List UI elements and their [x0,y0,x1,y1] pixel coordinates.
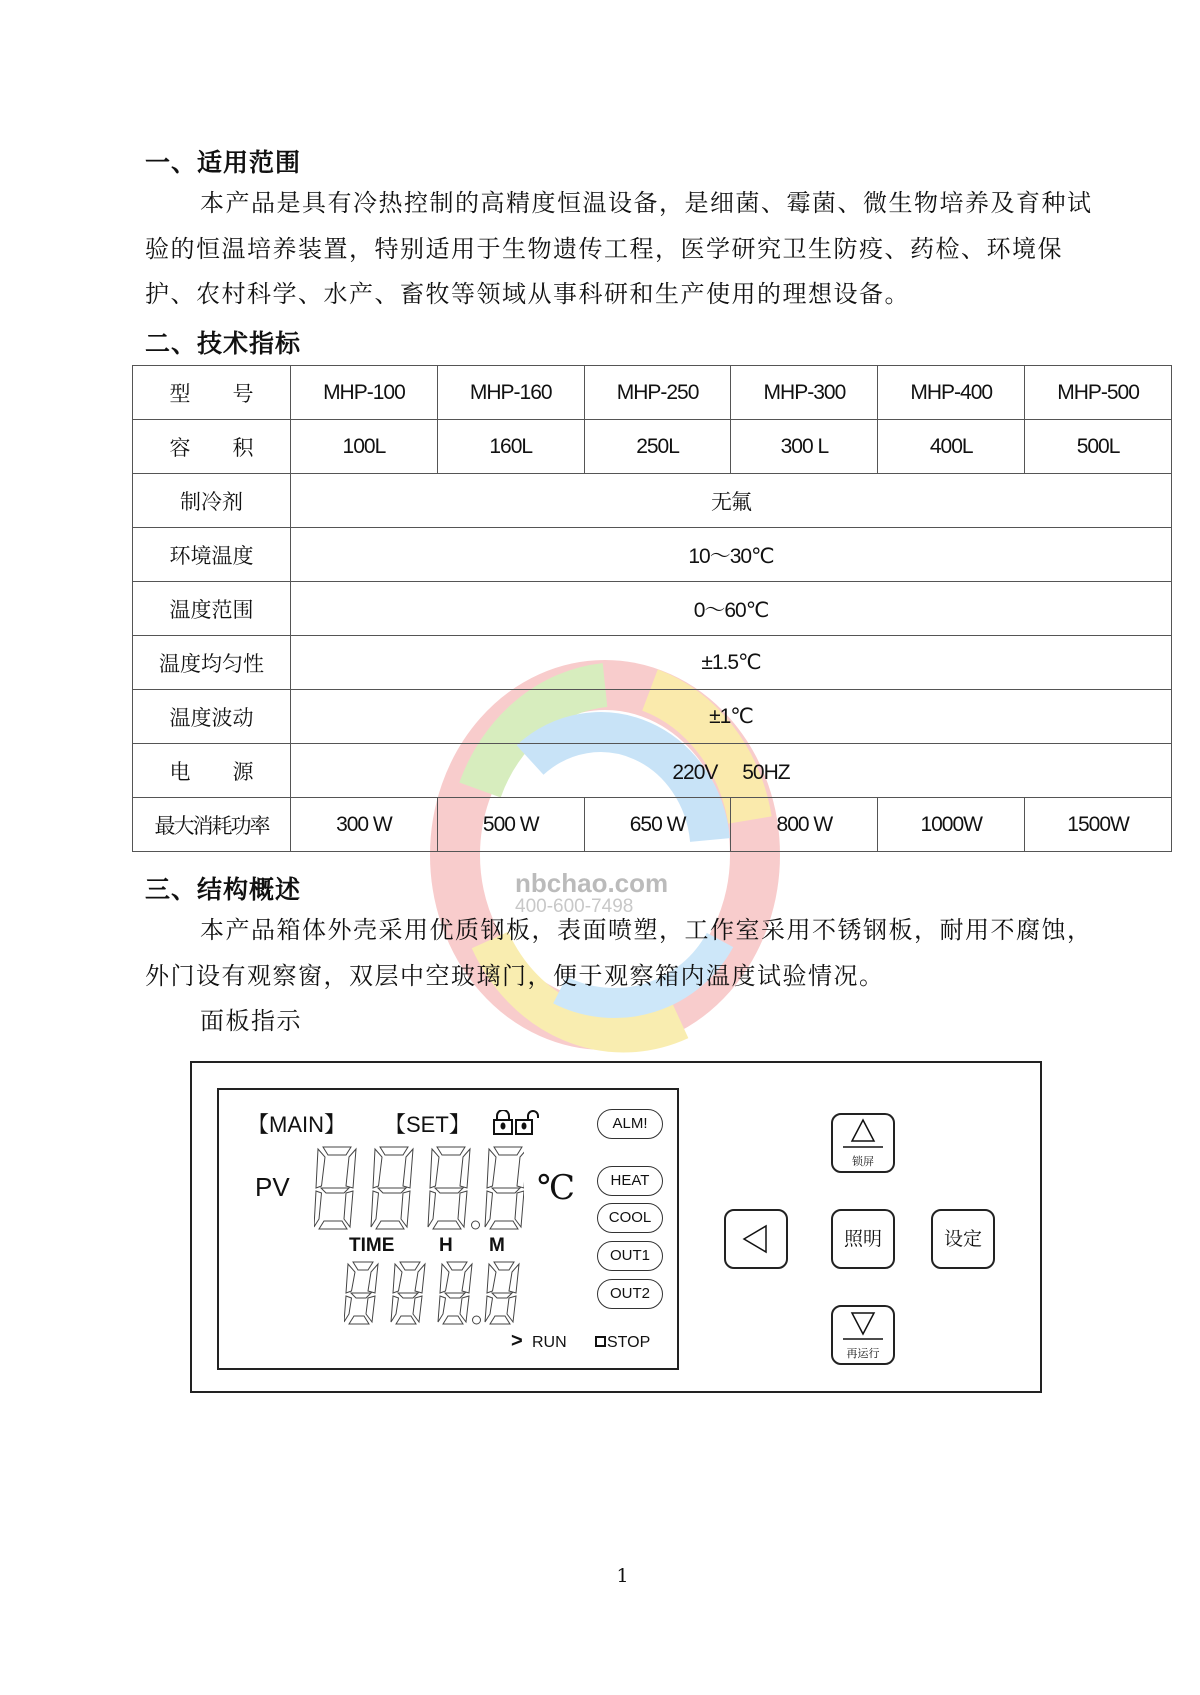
celsius-unit: ℃ [537,1168,576,1208]
lcd-display [217,1088,679,1370]
segment [400,1262,420,1270]
segment [487,1264,496,1293]
max-power-cell: 1500W [1025,798,1172,852]
segment [401,1191,410,1227]
segment [371,1191,379,1227]
run-label: RUN [532,1334,567,1351]
table-row-refrigerant [133,474,1172,528]
panel-caption: 面板指示 [200,1007,302,1035]
segment [460,1296,469,1322]
table-row-volume [133,420,1172,474]
power-value: 220V 50HZ [291,744,1172,798]
model-label: 型 号 [133,366,291,420]
minute-label: M [489,1235,505,1256]
seven-segment-digit [371,1147,413,1229]
refrigerant-value: 无氟 [291,474,1172,528]
run-arrow-icon: > [511,1330,523,1352]
page-number: 1 [616,1565,629,1587]
model-cell: MHP-400 [878,366,1025,420]
pv-seven-segment-display [314,1145,524,1235]
stop-label: STOP [607,1334,651,1351]
lock-icon [492,1110,542,1136]
segment [445,1293,465,1298]
up-key-sub-label: 锁屏 [852,1155,874,1168]
time-seven-segment-display [344,1260,524,1330]
volume-cell: 160L [437,420,584,474]
volume-cell: 500L [1025,420,1172,474]
segment [517,1149,524,1188]
segment [492,1188,520,1193]
segment [380,1147,408,1155]
out2-indicator: OUT2 [597,1279,663,1309]
time-label: TIME [349,1235,395,1256]
volume-cell: 400L [878,420,1025,474]
range-label: 温度范围 [133,582,291,636]
segment [494,1262,514,1270]
table-row-power [133,744,1172,798]
heat-indicator: HEAT [597,1166,663,1196]
alarm-indicator: ALM! [597,1109,663,1139]
segment [344,1191,353,1227]
decimal-point [472,1221,480,1229]
segment [398,1293,418,1298]
model-cell: MHP-250 [584,366,731,420]
segment [492,1293,512,1298]
section3-heading: 三、结构概述 [145,875,302,904]
out1-indicator: OUT1 [597,1241,663,1271]
segment [366,1296,375,1322]
ambient-value: 10～30℃ [291,528,1172,582]
section1-paragraph: 本产品是具有冷热控制的高精度恒温设备，是细菌、霉菌、微生物培养及育种试验的恒温培养装置，特别适用于生物遗传工程，医学研究卫生防疫、药检、环境保护、农村科学、水产、畜牧等领域从事科研和生产使用的理想设备。 [145,189,1093,308]
main-tag: 【MAIN】 [247,1112,347,1137]
segment [314,1191,322,1227]
segment [393,1264,402,1293]
segment [319,1221,347,1229]
left-key[interactable] [724,1209,788,1269]
volume-cell: 100L [291,420,438,474]
table-row-max-power [133,798,1172,852]
segment [413,1296,422,1322]
segment [378,1188,406,1193]
fluctuation-label: 温度波动 [133,690,291,744]
segment [507,1296,516,1322]
segment [485,1191,493,1227]
max-power-cell: 500 W [437,798,584,852]
segment [351,1293,371,1298]
segment [321,1188,349,1193]
ambient-label: 环境温度 [133,528,291,582]
segment [346,1264,355,1293]
seven-segment-digit [428,1147,470,1229]
range-value: 0～60℃ [291,582,1172,636]
segment [353,1262,373,1270]
segment [458,1191,467,1227]
spec-table [132,365,1172,852]
segment [437,1147,465,1155]
seven-segment-digit [391,1262,425,1324]
max-power-cell: 300 W [291,798,438,852]
volume-label: 容 积 [133,420,291,474]
table-row-model [133,366,1172,420]
segment [391,1296,399,1322]
down-key-sub-label: 再运行 [846,1347,880,1360]
control-panel-diagram [190,1061,1042,1393]
seven-segment-digit [438,1262,472,1324]
segment [433,1221,461,1229]
model-cell: MHP-160 [437,366,584,420]
segment [403,1149,413,1188]
max-power-label: 最大消耗功率 [133,798,291,852]
max-power-cell: 650 W [584,798,731,852]
seven-segment-digit [314,1147,356,1229]
segment [443,1316,463,1324]
segment [460,1149,470,1188]
down-triangle-icon [833,1307,893,1345]
set-key[interactable]: 设定 [931,1209,995,1269]
segment [515,1191,524,1227]
segment [346,1149,356,1188]
segment [316,1149,325,1188]
uniformity-value: ±1.5℃ [291,636,1172,690]
power-label: 电 源 [133,744,291,798]
segment [430,1149,439,1188]
watermark-phone: 400-600-7498 [515,896,634,917]
table-row-fluctuation [133,690,1172,744]
segment [323,1147,351,1155]
seven-segment-digit [485,1147,524,1229]
cool-indicator: COOL [597,1203,663,1233]
segment [428,1191,436,1227]
light-key[interactable]: 照明 [831,1209,895,1269]
table-row-range [133,582,1172,636]
segment [447,1262,467,1270]
up-lock-screen-key[interactable] [831,1113,895,1173]
segment [344,1296,352,1322]
segment [494,1147,522,1155]
volume-cell: 250L [584,420,731,474]
segment [438,1296,446,1322]
section3-paragraph: 本产品箱体外壳采用优质钢板，表面喷塑，工作室采用不锈钢板，耐用不腐蚀，外门设有观察窗，双层中空玻璃门，便于观察箱内温度试验情况。 [145,916,1093,990]
section1-heading: 一、适用范围 [145,148,302,177]
segment [485,1296,493,1322]
decimal-point [473,1316,481,1324]
seven-segment-digit [485,1262,519,1324]
uniformity-label: 温度均匀性 [133,636,291,690]
set-tag: 【SET】 [384,1112,471,1137]
model-cell: MHP-300 [731,366,878,420]
section2-heading: 二、技术指标 [145,329,302,358]
model-cell: MHP-500 [1025,366,1172,420]
segment [490,1221,518,1229]
segment [487,1149,496,1188]
segment [440,1264,449,1293]
left-triangle-icon [726,1211,786,1267]
model-cell: MHP-100 [291,366,438,420]
pv-label: PV [255,1172,290,1202]
segment [396,1316,416,1324]
hour-label: H [439,1235,453,1256]
max-power-cell: 800 W [731,798,878,852]
watermark-brand: nbchao.com [515,868,669,898]
table-row-uniformity [133,636,1172,690]
max-power-cell: 1000W [878,798,1025,852]
segment [490,1316,510,1324]
down-rerun-key[interactable] [831,1305,895,1365]
refrigerant-label: 制冷剂 [133,474,291,528]
seven-segment-digit [344,1262,378,1324]
table-row-ambient [133,528,1172,582]
segment [376,1221,404,1229]
up-triangle-icon [833,1115,893,1153]
volume-cell: 300 L [731,420,878,474]
segment [435,1188,463,1193]
segment [373,1149,382,1188]
segment [349,1316,369,1324]
stop-square-icon [595,1336,606,1347]
fluctuation-value: ±1℃ [291,690,1172,744]
